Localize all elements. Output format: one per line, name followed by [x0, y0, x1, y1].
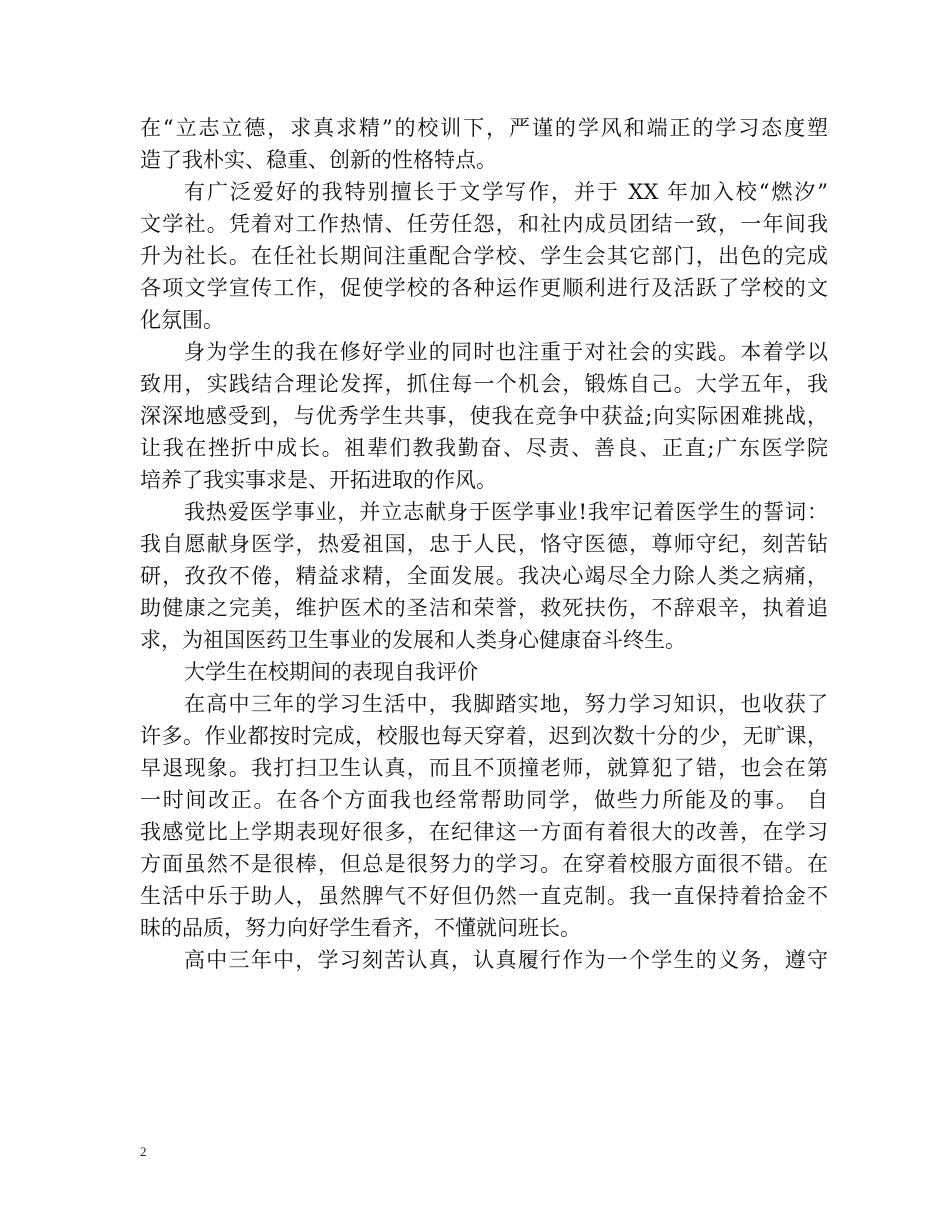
text-line: 助健康之完美，维护医术的圣洁和荣誉，救死扶伤，不辞艰辛，执着追: [140, 596, 828, 620]
text-line: 早退现象。我打扫卫生认真，而且不顶撞老师，就算犯了错，也会在第: [140, 756, 828, 780]
text-line: 我自愿献身医学，热爱祖国，忠于人民，恪守医德，尊师守纪，刻苦钻: [140, 532, 828, 556]
text-line: 昧的品质，努力向好学生看齐，不懂就问班长。: [140, 916, 581, 940]
text-line: 化氛围。: [140, 308, 224, 332]
text-line: 高中三年中，学习刻苦认真，认真履行作为一个学生的义务，遵守: [184, 948, 828, 972]
text-line: 让我在挫折中成长。祖辈们教我勤奋、尽责、善良、正直;广东医学院: [140, 436, 828, 460]
text-line: 生活中乐于助人，虽然脾气不好但仍然一直克制。我一直保持着拾金不: [140, 884, 828, 908]
text-line: 一时间改正。在各个方面我也经常帮助同学，做些力所能及的事。 自: [140, 788, 828, 812]
text-line: 有广泛爱好的我特别擅长于文学写作，并于 XX 年加入校“燃汐”: [184, 180, 828, 204]
text-line: 方面虽然不是很棒，但总是很努力的学习。在穿着校服方面很不错。在: [140, 852, 828, 876]
text-line: 大学生在校期间的表现自我评价: [184, 660, 478, 684]
text-line: 在高中三年的学习生活中，我脚踏实地，努力学习知识，也收获了: [184, 692, 828, 716]
text-line: 身为学生的我在修好学业的同时也注重于对社会的实践。本着学以: [184, 340, 828, 364]
text-line: 文学社。凭着对工作热情、任劳任怨，和社内成员团结一致，一年间我: [140, 212, 828, 236]
text-line: 研，孜孜不倦，精益求精，全面发展。我决心竭尽全力除人类之病痛，: [140, 564, 828, 588]
text-line: 我热爱医学事业，并立志献身于医学事业!我牢记着医学生的誓词：: [184, 500, 828, 524]
document-body: [140, 112, 828, 976]
text-line: 我感觉比上学期表现好很多，在纪律这一方面有着很大的改善，在学习: [140, 820, 828, 844]
text-line: 培养了我实事求是、开拓进取的作风。: [140, 468, 497, 492]
text-line: 造了我朴实、稳重、创新的性格特点。: [140, 148, 497, 172]
text-line: 致用，实践结合理论发挥，抓住每一个机会，锻炼自己。大学五年，我: [140, 372, 828, 396]
text-line: 求，为祖国医药卫生事业的发展和人类身心健康奋斗终生。: [140, 628, 686, 652]
text-line: 各项文学宣传工作，促使学校的各种运作更顺利进行及活跃了学校的文: [140, 276, 828, 300]
text-line: 许多。作业都按时完成，校服也每天穿着，迟到次数十分的少，无旷课，: [140, 724, 828, 748]
text-line: 深深地感受到，与优秀学生共事，使我在竞争中获益;向实际困难挑战，: [140, 404, 828, 428]
text-line: 在“立志立德，求真求精”的校训下，严谨的学风和端正的学习态度塑: [140, 116, 828, 140]
page-number: 2: [140, 1144, 147, 1159]
text-line: 升为社长。在任社长期间注重配合学校、学生会其它部门，出色的完成: [140, 244, 828, 268]
